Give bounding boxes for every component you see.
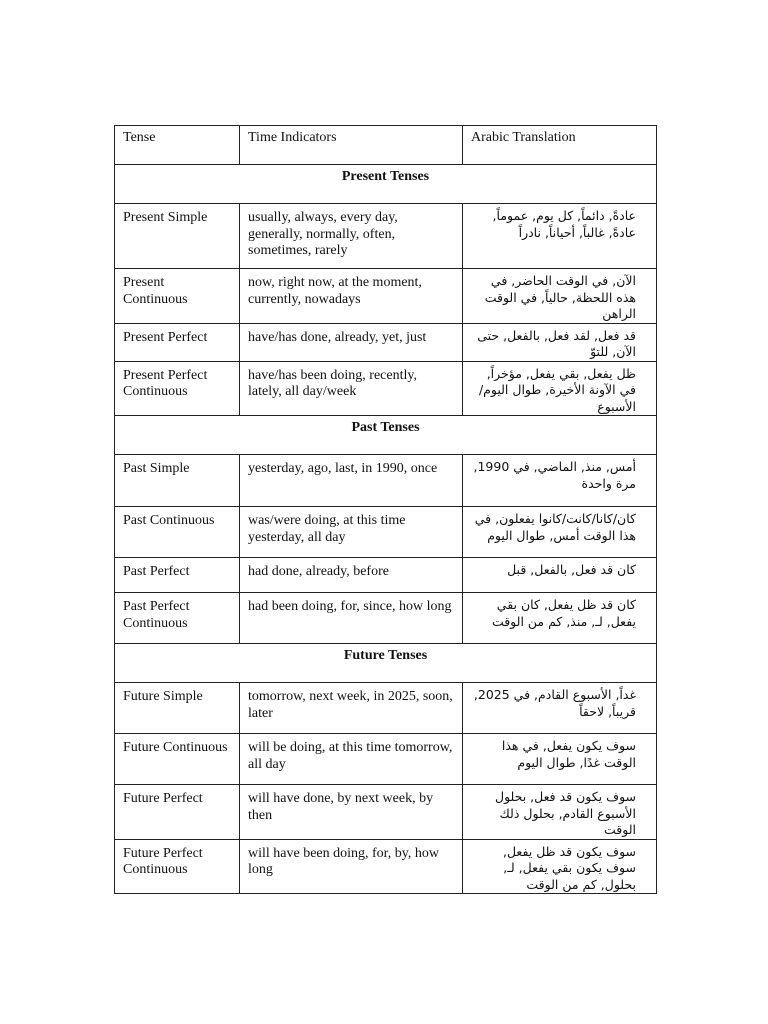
indicators-cell: had done, already, before (240, 558, 463, 593)
arabic-cell: كان قد ظل يفعل, كان بقي يفعل, لـ, منذ, كم من الوقت (463, 593, 657, 644)
table-row (115, 558, 657, 593)
indicators-cell: will have done, by next week, by then (240, 785, 463, 840)
table-row (115, 683, 657, 734)
indicators-cell: will be doing, at this time tomorrow, all day (240, 734, 463, 785)
arabic-cell: سوف يكون يفعل, في هذا الوقت غدًا, طوال اليوم (463, 734, 657, 785)
tense-cell: Present Perfect (115, 323, 240, 361)
indicators-cell: have/has been doing, recently, lately, all day/week (240, 361, 463, 416)
arabic-cell: أمس, منذ, الماضي, في 1990, مرة واحدة (463, 455, 657, 507)
section-row-future (115, 644, 657, 683)
tense-cell: Past Continuous (115, 507, 240, 558)
indicators-cell: will have been doing, for, by, how long (240, 839, 463, 894)
tense-cell: Future Perfect Continuous (115, 839, 240, 894)
indicators-cell: have/has done, already, yet, just (240, 323, 463, 361)
arabic-cell: غداً, الأسبوع القادم, في 2025, قريباً, لاحقاً (463, 683, 657, 734)
arabic-cell: سوف يكون قد ظل يفعل, سوف يكون بقي يفعل, لـ, بحلول, كم من الوقت (463, 839, 657, 894)
section-row-past (115, 416, 657, 455)
table-header-row (115, 126, 657, 165)
indicators-cell: now, right now, at the moment, currently, nowadays (240, 269, 463, 324)
indicators-cell: had been doing, for, since, how long (240, 593, 463, 644)
tense-cell: Future Simple (115, 683, 240, 734)
table-row (115, 734, 657, 785)
arabic-cell: كان/كانا/كانت/كانوا يفعلون, في هذا الوقت أمس, طوال اليوم (463, 507, 657, 558)
arabic-cell: الآن, في الوقت الحاضر, في هذه اللحظة, حالياً, في الوقت الراهن (463, 269, 657, 324)
tense-cell: Present Continuous (115, 269, 240, 324)
table-row (115, 507, 657, 558)
arabic-cell: قد فعل, لقد فعل, بالفعل, حتى الآن, للتوّ (463, 323, 657, 361)
arabic-cell: ظل يفعل, بقي يفعل, مؤخراً, في الآونة الأخيرة, طوال اليوم/الأسبوع (463, 361, 657, 416)
tense-cell: Past Perfect (115, 558, 240, 593)
indicators-cell: tomorrow, next week, in 2025, soon, later (240, 683, 463, 734)
tense-cell: Past Simple (115, 455, 240, 507)
tense-cell: Future Continuous (115, 734, 240, 785)
section-row-present (115, 165, 657, 204)
tenses-table (114, 125, 657, 894)
indicators-cell: was/were doing, at this time yesterday, all day (240, 507, 463, 558)
indicators-cell: yesterday, ago, last, in 1990, once (240, 455, 463, 507)
tense-cell: Present Perfect Continuous (115, 361, 240, 416)
table-row (115, 593, 657, 644)
header-time-indicators: Time Indicators (240, 126, 463, 165)
section-title: Past Tenses (115, 416, 657, 455)
table-row (115, 839, 657, 894)
table-row (115, 269, 657, 324)
indicators-cell: usually, always, every day, generally, normally, often, sometimes, rarely (240, 204, 463, 269)
header-arabic-translation: Arabic Translation (463, 126, 657, 165)
table-row (115, 455, 657, 507)
tense-cell: Present Simple (115, 204, 240, 269)
arabic-cell: كان قد فعل, بالفعل, قبل (463, 558, 657, 593)
tense-cell: Past Perfect Continuous (115, 593, 240, 644)
table-row (115, 323, 657, 361)
header-tense: Tense (115, 126, 240, 165)
table-row (115, 785, 657, 840)
table-row (115, 204, 657, 269)
arabic-cell: عادةً, دائماً, كل يوم, عموماً, عادةً, غالباً, أحياناً, نادراً (463, 204, 657, 269)
section-title: Present Tenses (115, 165, 657, 204)
section-title: Future Tenses (115, 644, 657, 683)
arabic-cell: سوف يكون قد فعل, بحلول الأسبوع القادم, بحلول ذلك الوقت (463, 785, 657, 840)
table-row (115, 361, 657, 416)
tense-cell: Future Perfect (115, 785, 240, 840)
